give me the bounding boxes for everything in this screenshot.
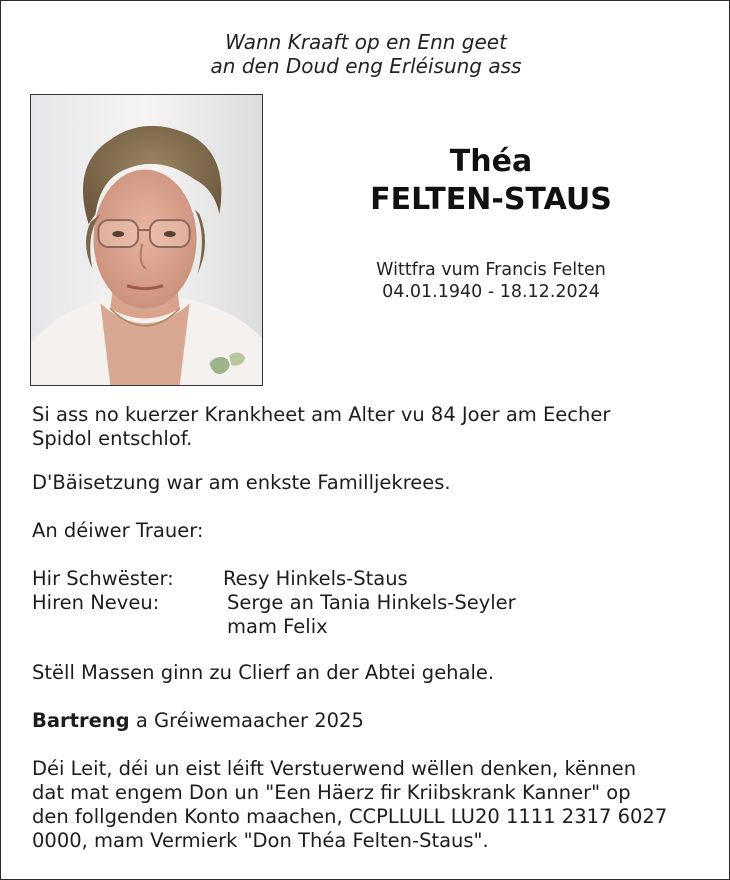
place-name: Bartreng bbox=[32, 709, 130, 732]
death-line-1: Si ass no kuerzer Krankheet am Alter vu 84 Joer am Eecher bbox=[32, 403, 611, 426]
last-name: FELTEN-STAUS bbox=[370, 182, 612, 217]
portrait-image bbox=[31, 95, 262, 385]
death-line-2: Spidol entschlof. bbox=[32, 427, 193, 450]
motto-line-1: Wann Kraaft op en Enn geet bbox=[225, 30, 507, 54]
nephew-name: Serge an Tania Hinkels-Seyler bbox=[227, 591, 516, 614]
sister-label: Hir Schwëster: bbox=[32, 567, 174, 590]
nephew-label: Hiren Neveu: bbox=[32, 591, 160, 614]
donation-line-3: den follgenden Konto maachen, CCPLLULL LU20 1111 2317 6027 bbox=[32, 805, 668, 828]
deceased-details bbox=[301, 259, 681, 303]
mourners-intro: An déiwer Trauer: bbox=[32, 519, 204, 542]
nephew-child: mam Felix bbox=[227, 615, 328, 638]
place-date bbox=[32, 709, 364, 733]
donation-line-4: 0000, mam Vermierk "Don Théa Felten-Staus". bbox=[32, 829, 489, 852]
donation-note bbox=[32, 757, 712, 853]
sister-name: Resy Hinkels-Staus bbox=[223, 567, 408, 590]
death-announcement bbox=[32, 403, 712, 451]
first-name: Théa bbox=[449, 144, 533, 179]
deceased-name bbox=[301, 143, 681, 219]
motto bbox=[1, 30, 730, 78]
motto-line-2: an den Doud eng Erléisung ass bbox=[210, 54, 522, 78]
masses-note: Stëll Massen ginn zu Clierf an der Abtei gehale. bbox=[32, 661, 495, 684]
funeral-note: D'Bäisetzung war am enkste Familljekrees. bbox=[32, 471, 451, 494]
relation: Wittfra vum Francis Felten bbox=[376, 260, 606, 280]
donation-line-2: dat mat engem Don un "Een Häerz fir Kriibskrank Kanner" op bbox=[32, 781, 631, 804]
portrait-photo bbox=[30, 94, 263, 386]
life-dates: 04.01.1940 - 18.12.2024 bbox=[382, 282, 600, 302]
donation-line-1: Déi Leit, déi un eist léift Verstuerwend wëllen denken, kënnen bbox=[32, 757, 637, 780]
place-date-rest: a Gréiwemaacher 2025 bbox=[129, 709, 364, 732]
